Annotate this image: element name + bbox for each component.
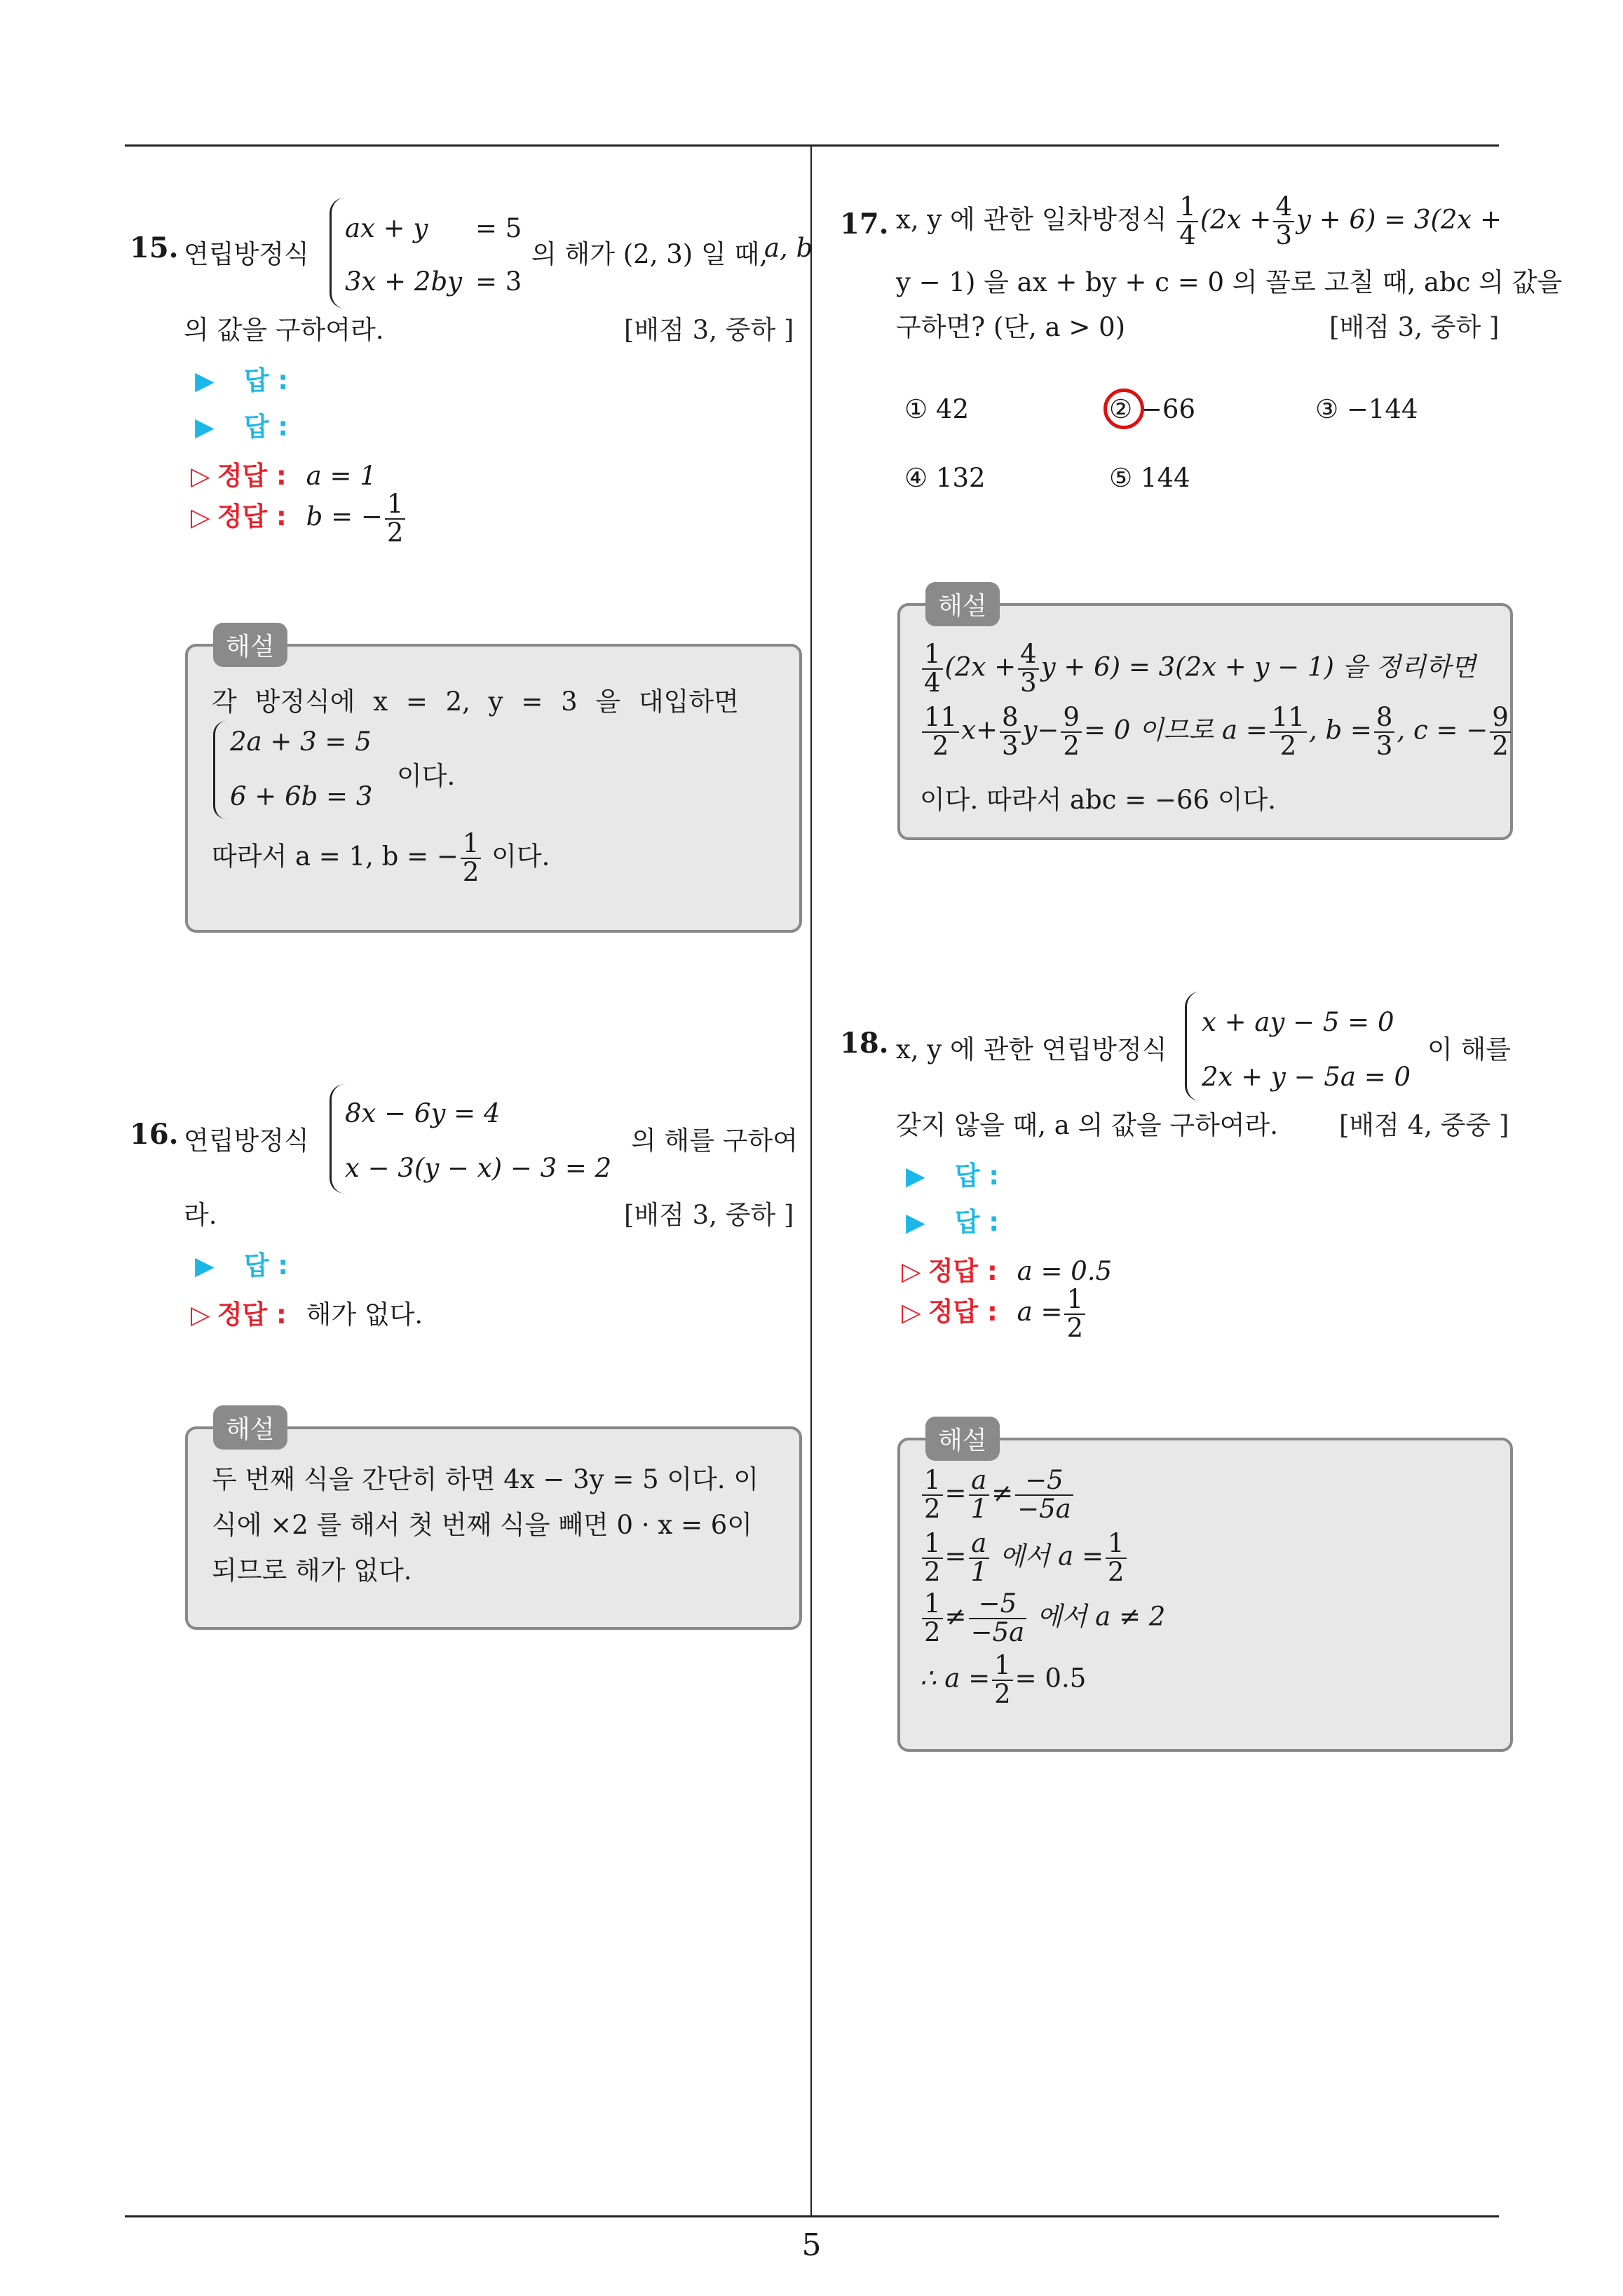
choice-4[interactable]: ④ 132 xyxy=(904,463,986,493)
answer-marker-icon: ▶ xyxy=(195,1252,215,1281)
fraction: $\frac{1}{2}$ xyxy=(992,1652,1013,1708)
choice-3[interactable]: ③ −144 xyxy=(1315,394,1418,424)
equation-1: 8x − 6y = 4 xyxy=(345,1098,501,1128)
answer-line-1 xyxy=(195,359,288,397)
fraction: $\frac{a}{1}$ xyxy=(969,1530,990,1586)
correct-value: a = 1 xyxy=(306,461,376,491)
solution-line-1: 각 방정식에 x = 2, y = 3 을 대입하면 xyxy=(212,687,739,717)
answer-marker-icon: ▶ xyxy=(195,367,215,396)
solution-tab: 해설 xyxy=(213,1405,287,1450)
correct-value: a = 0.5 xyxy=(1017,1256,1113,1286)
equation-2-right: = 3 xyxy=(475,266,522,297)
equation-2-left: 3x + 2by xyxy=(345,266,463,297)
solution-text xyxy=(212,1457,759,1593)
question-meta: [배점 3, 중하 ] xyxy=(624,1200,794,1230)
solution-line-4: ∴ a = $\frac{1}{2}$ = 0.5 xyxy=(920,1650,1087,1709)
solution-box xyxy=(185,1415,802,1630)
solution-equation-1: 2a + 3 = 5 xyxy=(230,727,372,757)
answer-line-2 xyxy=(195,405,288,443)
solution-tab: 해설 xyxy=(213,623,287,667)
solution-tab: 해설 xyxy=(925,1417,1000,1461)
fraction: $\frac{1}{2}$ xyxy=(922,1530,943,1586)
solution-line-3: 이다. 따라서 abc = −66 이다. xyxy=(920,785,1277,815)
solution-line-3: $\frac{1}{2}$ ≠ $\frac{-5}{-5a}$ 에서 a ≠ 2 xyxy=(920,1591,1165,1647)
answer-label: 답 : xyxy=(243,412,289,442)
column-divider xyxy=(810,144,812,2217)
question-lead: x, y 에 관한 연립방정식 xyxy=(896,1034,1167,1065)
question-number: 18. xyxy=(840,1027,889,1060)
question-line-2: y − 1) 을 ax + by + c = 0 의 꼴로 고칠 때, abc 의 값을 xyxy=(896,267,1563,297)
fraction: $\frac{11}{2}$ xyxy=(922,704,959,760)
answer-label: 답 : xyxy=(954,1207,1000,1237)
answer-label: 답 : xyxy=(243,1250,289,1281)
correct-marker-icon: ▷ xyxy=(191,1301,210,1330)
answer-line-1 xyxy=(195,1244,288,1282)
answer-marker-icon: ▶ xyxy=(195,413,215,442)
question-tail-math: a, b xyxy=(764,233,813,263)
solution-box xyxy=(897,592,1513,840)
correct-label: 정답 : xyxy=(217,501,287,532)
bottom-rule xyxy=(125,2215,1499,2217)
question-meta: [배점 4, 중중 ] xyxy=(1339,1110,1509,1140)
equation-1-right: = 5 xyxy=(475,213,522,243)
correct-marker-icon: ▷ xyxy=(902,1257,921,1286)
system-brace xyxy=(1185,992,1201,1101)
correct-label: 정답 : xyxy=(928,1256,998,1286)
answer-line-2 xyxy=(906,1201,999,1238)
correct-label: 정답 : xyxy=(928,1297,998,1328)
fraction: $\frac{1}{2}$ xyxy=(385,491,406,547)
solution-mid: 이다. xyxy=(397,761,456,791)
selected-choice-circle xyxy=(1103,389,1144,429)
fraction: $\frac{1}{2}$ xyxy=(1106,1530,1127,1586)
answer-marker-icon: ▶ xyxy=(906,1208,925,1237)
system-brace xyxy=(330,1084,346,1194)
fraction: $\frac{4}{3}$ xyxy=(1018,641,1039,697)
question-number: 16. xyxy=(130,1118,179,1151)
correct-label: 정답 : xyxy=(217,1299,287,1330)
fraction: $\frac{1}{4}$ xyxy=(922,641,943,697)
solution-line-2: $\frac{11}{2}$ x+ $\frac{8}{3}$ y− $\frac{9}{2}$ = 0 이므로 a = $\frac{11}{2}$ , b = $\frac{8}{3}$ , c = − $\frac{9}{2}$ xyxy=(920,704,1513,760)
correct-answer-2 xyxy=(902,1286,1087,1342)
solution-line-2: $\frac{1}{2}$ = $\frac{a}{1}$ 에서 a = $\frac{1}{2}$ xyxy=(920,1530,1129,1586)
correct-marker-icon: ▷ xyxy=(191,503,210,532)
fraction: $\frac{1}{4}$ xyxy=(1177,194,1198,250)
question-line-3: 구하면? (단, a > 0) xyxy=(896,312,1126,342)
answer-marker-icon: ▶ xyxy=(906,1162,925,1191)
solution-line: 두 번째 식을 간단히 하면 4x − 3y = 5 이다. 이 xyxy=(212,1464,759,1494)
fraction: $\frac{9}{2}$ xyxy=(1061,704,1082,760)
question-lead: 연립방정식 xyxy=(184,239,309,269)
choice-2[interactable]: ② −66 xyxy=(1109,394,1196,424)
equation-2: 2x + y − 5a = 0 xyxy=(1202,1062,1411,1092)
question-line-2: 라. xyxy=(184,1200,217,1230)
correct-value: 해가 없다. xyxy=(306,1299,423,1330)
top-rule xyxy=(125,144,1499,147)
fraction: $\frac{-5}{-5a}$ xyxy=(969,1591,1027,1647)
fraction: $\frac{-5}{-5a}$ xyxy=(1015,1467,1073,1523)
equation-2: x − 3(y − x) − 3 = 2 xyxy=(345,1153,612,1183)
fraction: $\frac{8}{3}$ xyxy=(1000,704,1021,760)
solution-line-1: $\frac{1}{4}$ (2x + $\frac{4}{3}$ y + 6) = 3(2x + y − 1) 을 정리하면 xyxy=(920,641,1476,697)
question-lead: 연립방정식 xyxy=(184,1126,309,1156)
answer-label: 답 : xyxy=(243,365,289,396)
solution-tab: 해설 xyxy=(925,582,1000,626)
question-number: 15. xyxy=(130,231,179,264)
solution-line: 되므로 해가 없다. xyxy=(212,1555,412,1586)
fraction: $\frac{1}{2}$ xyxy=(922,1591,943,1647)
correct-answer-1 xyxy=(902,1250,1112,1288)
solution-system-brace xyxy=(213,721,226,819)
correct-marker-icon: ▷ xyxy=(902,1298,921,1328)
solution-line-1: $\frac{1}{2}$ = $\frac{a}{1}$ ≠ $\frac{-5}{-5a}$ xyxy=(920,1467,1075,1523)
choice-5[interactable]: ⑤ 144 xyxy=(1109,463,1190,493)
solution-box xyxy=(897,1426,1513,1752)
correct-answer xyxy=(191,1293,423,1331)
fraction: $\frac{4}{3}$ xyxy=(1273,194,1294,250)
correct-value: b = − xyxy=(306,501,383,532)
correct-answer-1 xyxy=(191,454,376,492)
solution-line: 식에 ×2 를 해서 첫 번째 식을 빼면 0 · x = 6이 xyxy=(212,1509,753,1540)
solution-box xyxy=(185,633,802,933)
fraction: $\frac{1}{2}$ xyxy=(922,1467,943,1523)
correct-label: 정답 : xyxy=(217,461,287,491)
correct-value: a = xyxy=(1017,1297,1063,1328)
fraction: $\frac{1}{2}$ xyxy=(461,830,482,886)
question-tail: 이 해를 xyxy=(1427,1034,1511,1065)
question-meta: [배점 3, 중하 ] xyxy=(1329,312,1500,342)
question-number: 17. xyxy=(840,208,889,241)
question-line-1: x, y 에 관한 일차방정식 $\frac{1}{4}$ (2x + $\frac{4}{3}$ y + 6) = 3(2x + xyxy=(896,191,1502,250)
question-line-2: 의 값을 구하여라. xyxy=(184,315,384,345)
fraction: $\frac{8}{3}$ xyxy=(1374,704,1395,760)
question-tail: 의 해가 (2, 3) 일 때, xyxy=(531,239,768,269)
choice-1[interactable]: ① 42 xyxy=(904,394,970,424)
fraction: $\frac{11}{2}$ xyxy=(1270,704,1307,760)
fraction: $\frac{9}{2}$ xyxy=(1490,704,1511,760)
solution-line-3: 따라서 a = 1, b = − $\frac{1}{2}$ 이다. xyxy=(212,828,550,887)
question-line-2: 갖지 않을 때, a 의 값을 구하여라. xyxy=(896,1110,1279,1140)
correct-answer-2 xyxy=(191,491,407,547)
system-brace xyxy=(330,198,346,309)
question-tail: 의 해를 구하여 xyxy=(631,1126,798,1156)
page-number: 5 xyxy=(801,2227,822,2263)
fraction: $\frac{1}{2}$ xyxy=(1064,1286,1085,1342)
answer-line-1 xyxy=(906,1154,999,1192)
fraction: $\frac{a}{1}$ xyxy=(969,1467,990,1523)
correct-marker-icon: ▷ xyxy=(191,462,210,491)
solution-equation-2: 6 + 6b = 3 xyxy=(230,781,373,811)
equation-1-left: ax + y xyxy=(345,213,428,243)
answer-label: 답 : xyxy=(954,1161,1000,1191)
question-meta: [배점 3, 중하 ] xyxy=(624,315,794,345)
equation-1: x + ay − 5 = 0 xyxy=(1202,1007,1394,1037)
